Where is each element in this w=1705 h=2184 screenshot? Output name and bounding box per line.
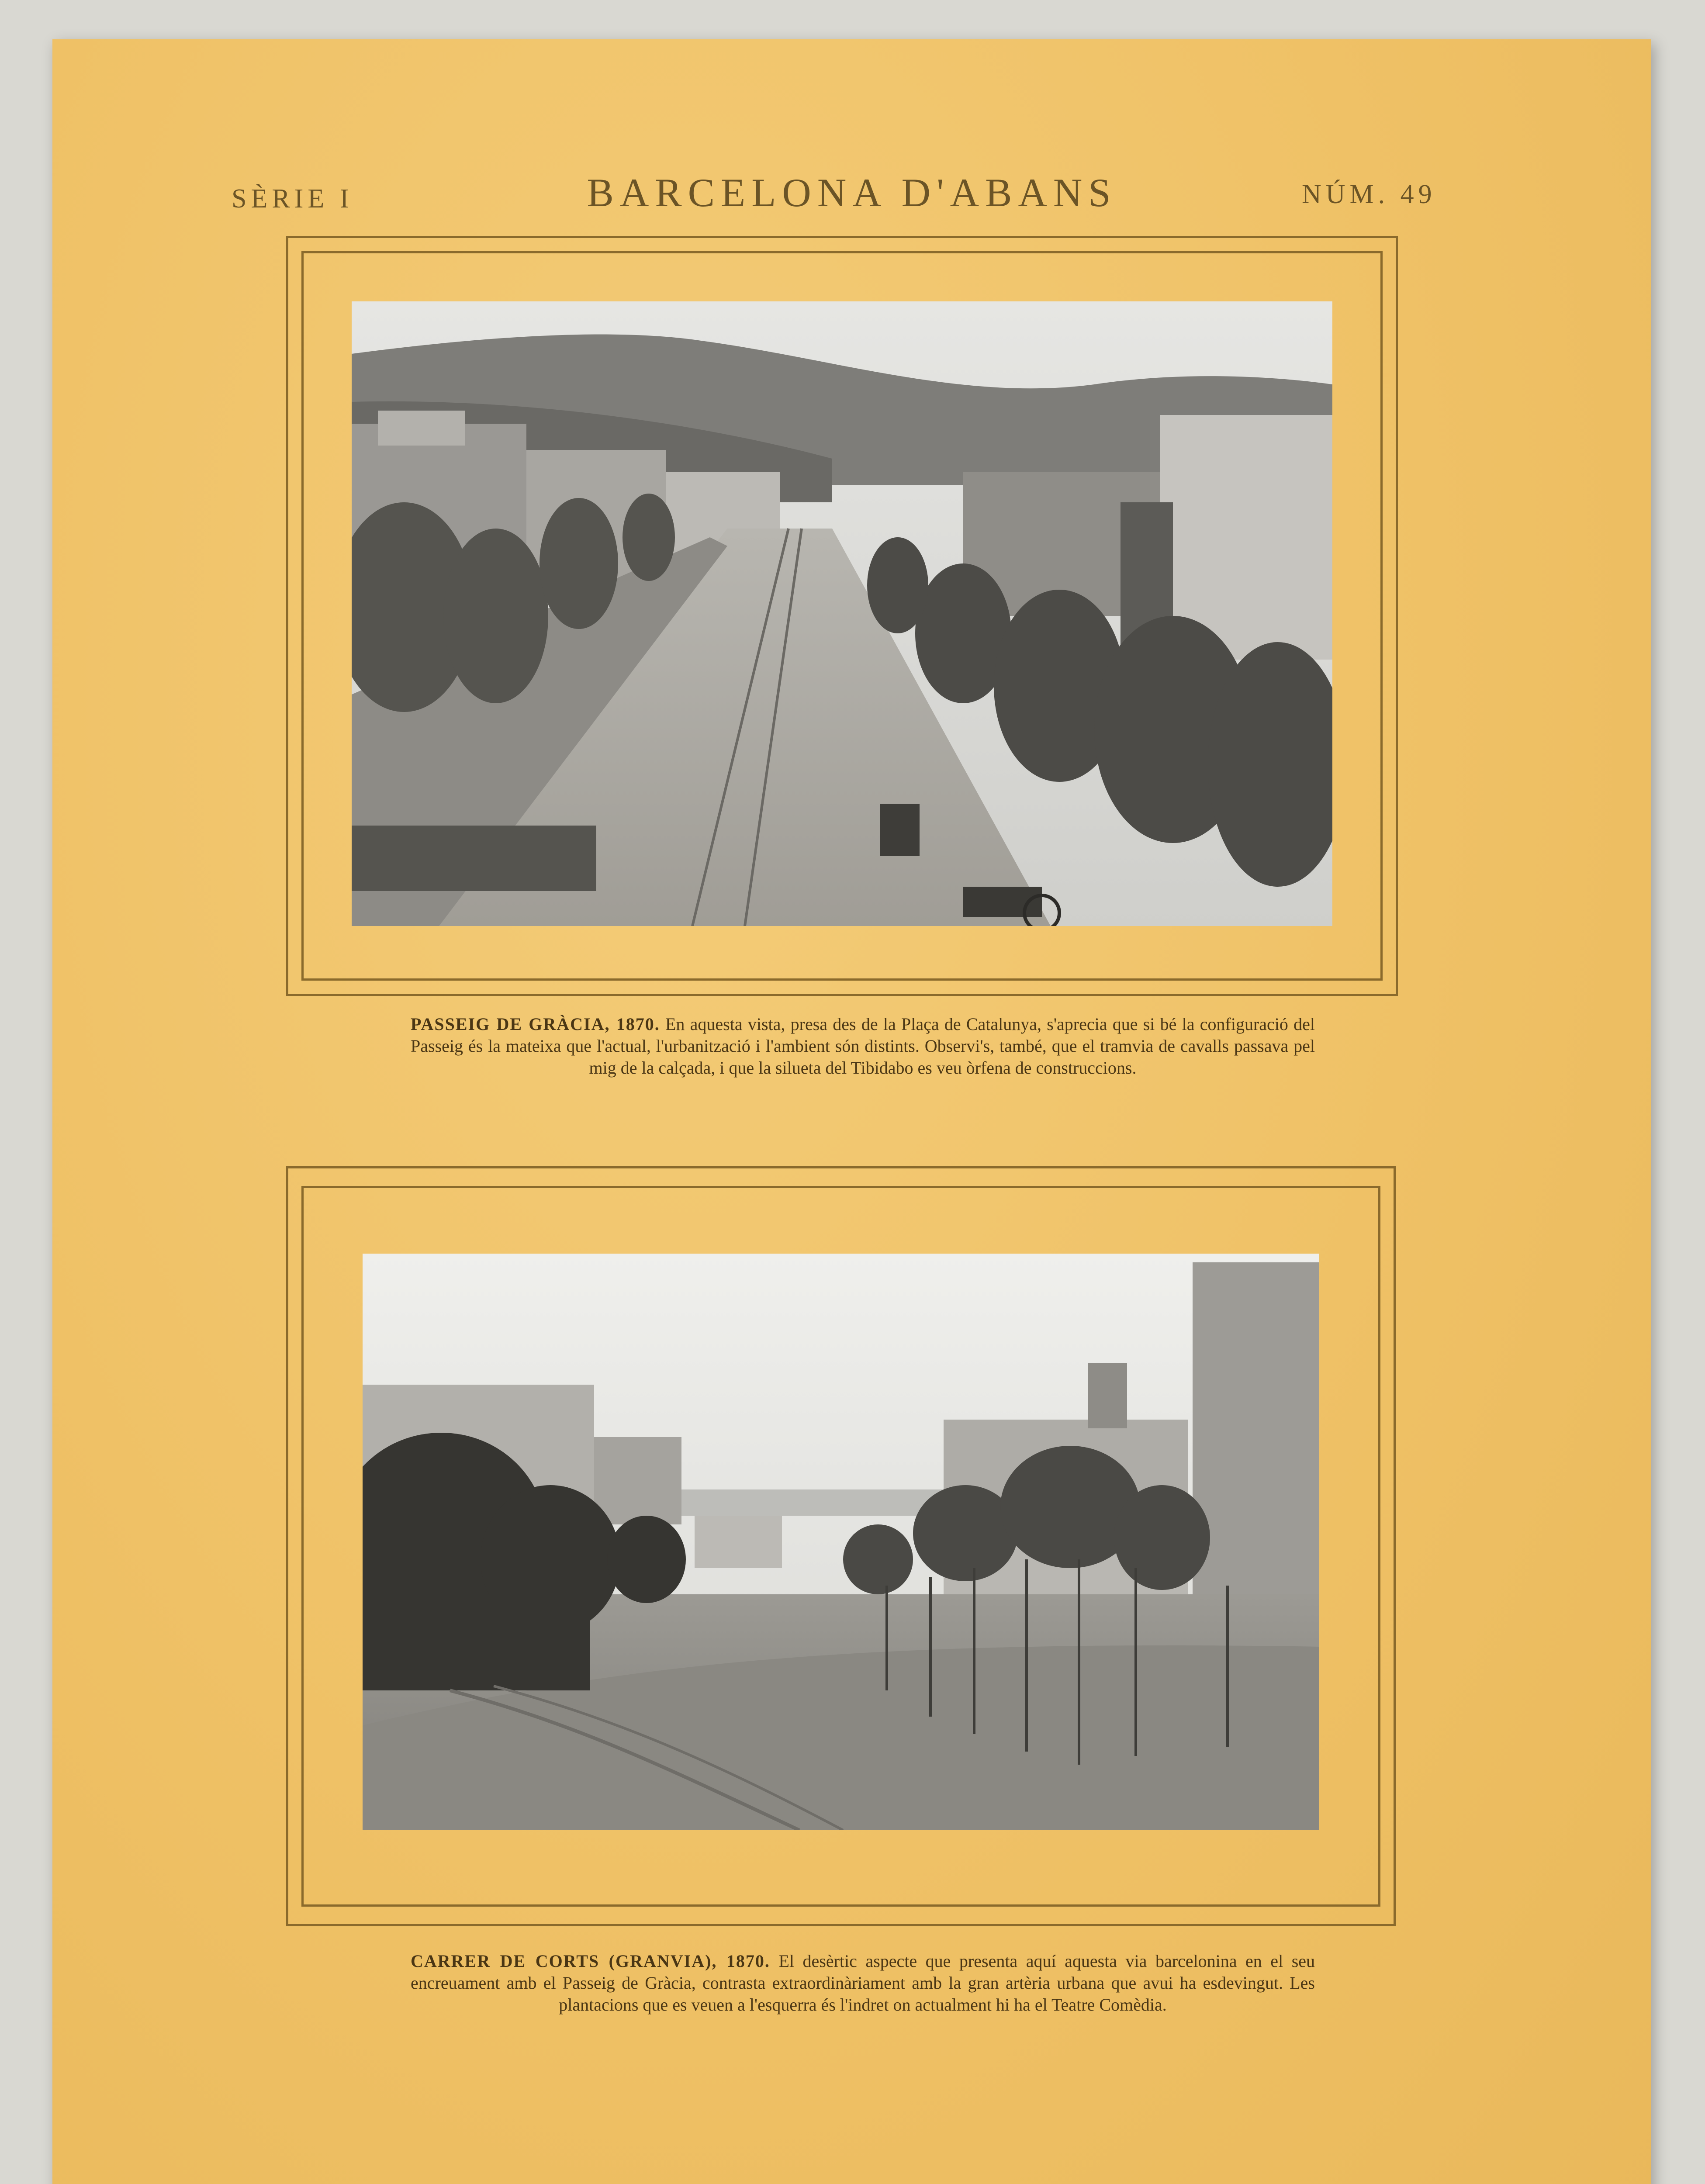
caption-passeig-de-gracia [411, 1013, 1315, 1079]
photo-passeig-image [352, 301, 1332, 926]
caption-heading-2: CARRER DE CORTS (GRANVIA), 1870. [411, 1951, 770, 1971]
photo-passeig-de-gracia [352, 301, 1332, 926]
photo-corts-image [363, 1254, 1319, 1830]
page-header [52, 166, 1651, 214]
caption-heading-1: PASSEIG DE GRÀCIA, 1870. [411, 1014, 660, 1034]
page-title: BARCELONA D'ABANS [587, 170, 1117, 215]
caption-text-1: En aquesta vista, presa des de la Plaça de Catalunya, s'aprecia que si bé la configuració del Passeig és la mateixa que l'actual, l'urbanització i l'ambient són distints. Observi's, també, que el tramvia de cavalls passava pel mig de la calçada, i que la silueta del Tibidabo es veu òrfena de construccions. [411, 1014, 1315, 1078]
caption-text-2: El desèrtic aspecte que presenta aquí aquesta via barcelonina en el seu encreuament amb el Passeig de Gràcia, contrasta extraordinàriament amb la gran artèria urbana que avui ha esdevingut. Les plantacions que es veuen a l'esquerra és l'indret on actualment hi ha el Teatre Comèdia. [411, 1951, 1315, 2015]
printed-sheet [52, 39, 1651, 2184]
series-label: SÈRIE I [232, 184, 353, 214]
issue-number: NÚM. 49 [1302, 180, 1436, 209]
caption-carrer-de-corts [411, 1950, 1315, 2016]
photo-carrer-de-corts [363, 1254, 1319, 1830]
